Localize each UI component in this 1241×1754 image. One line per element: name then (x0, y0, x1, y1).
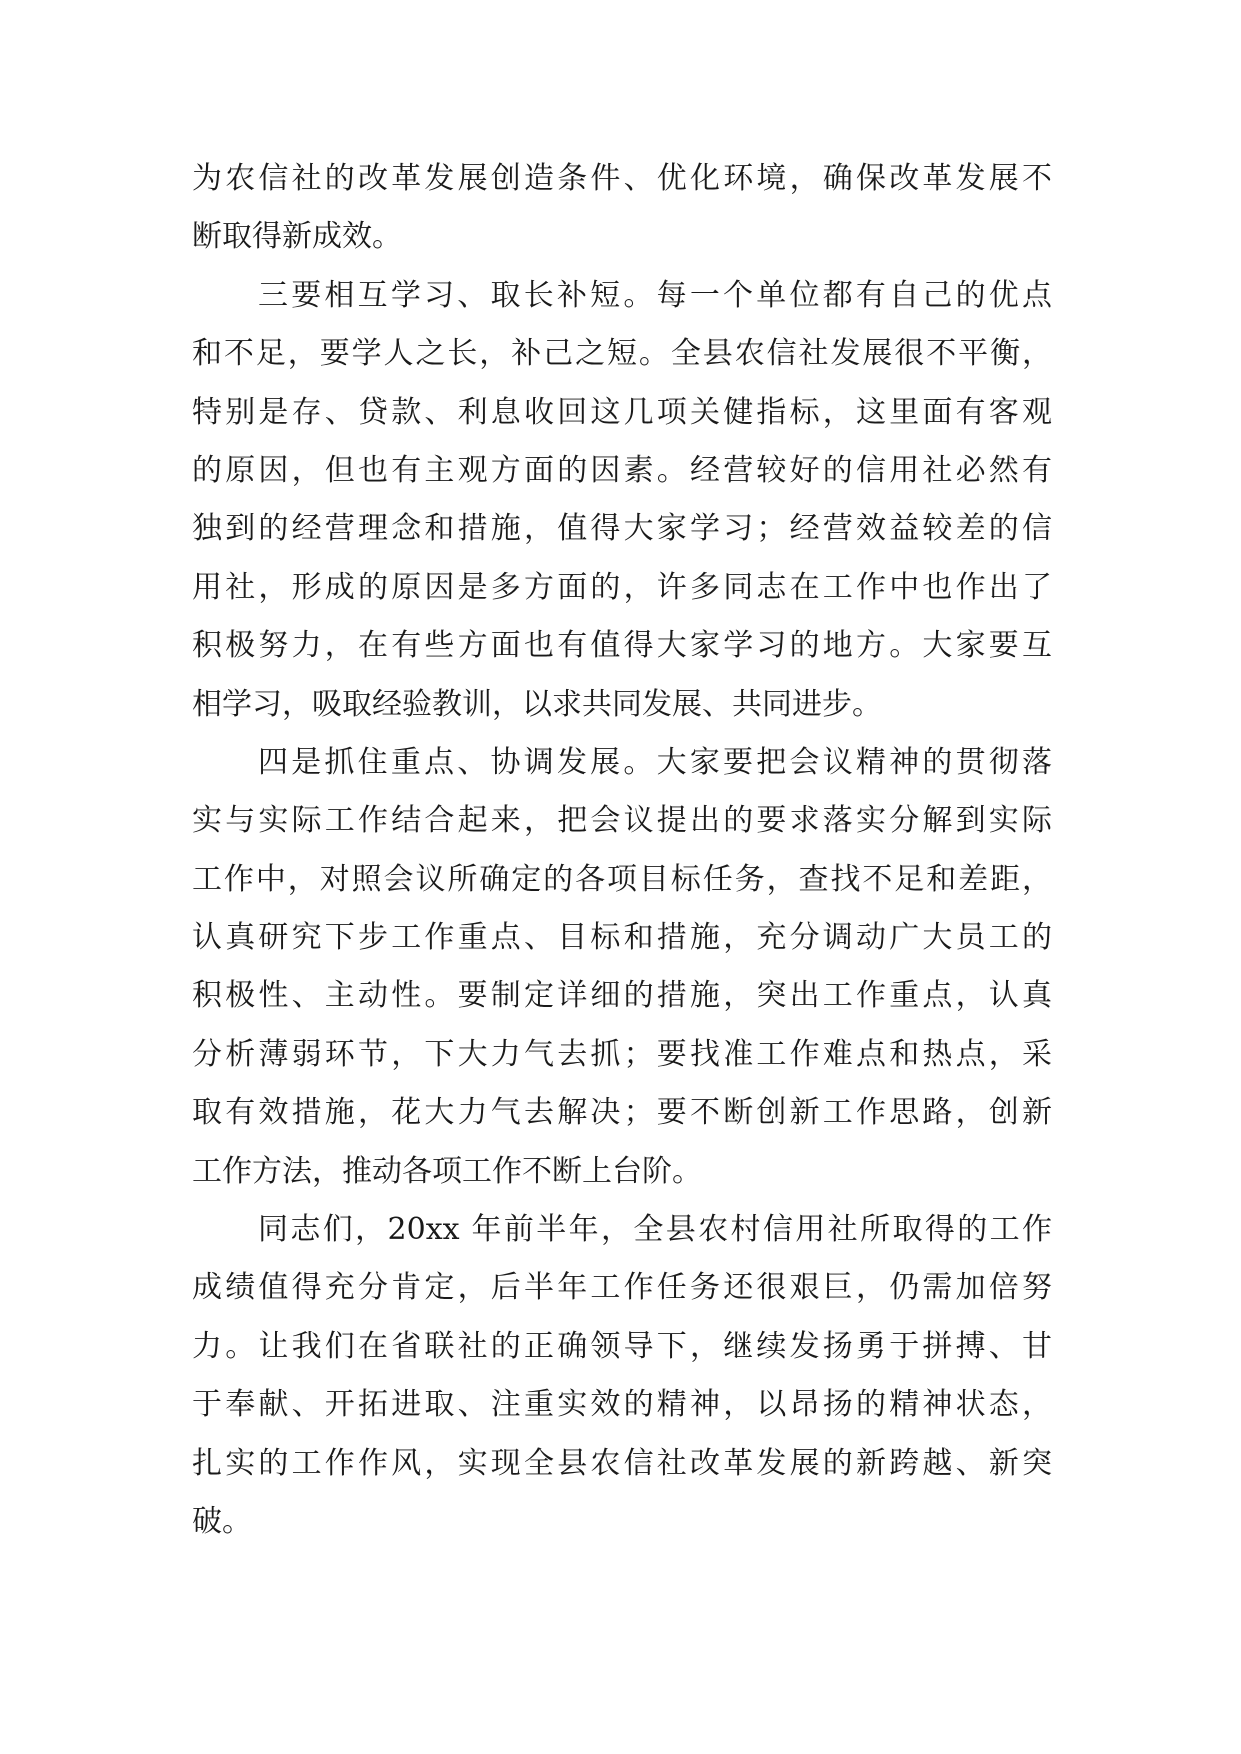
text-line: 相学习，吸取经验教训，以求共同发展、共同进步。 (192, 686, 882, 722)
text-line: 实与实际工作结合起来，把会议提出的要求落实分解到实际 (192, 803, 1052, 839)
text-line: 的原因，但也有主观方面的因素。经营较好的信用社必然有 (192, 452, 1052, 488)
paragraph-p2 (192, 267, 1052, 734)
text-line: 分析薄弱环节，下大力气去抓；要找准工作难点和热点，采 (192, 1036, 1052, 1072)
text-line: 和不足，要学人之长，补己之短。全县农信社发展很不平衡， (192, 336, 1052, 372)
text-line: 用社，形成的原因是多方面的，许多同志在工作中也作出了 (192, 569, 1052, 605)
text-line: 断取得新成效。 (192, 219, 402, 255)
text-line: 为农信社的改革发展创造条件、优化环境，确保改革发展不 (192, 161, 1052, 196)
paragraph-p4 (192, 1201, 1052, 1551)
text-line: 破。 (192, 1503, 252, 1539)
text-line: 成绩值得充分肯定，后半年工作任务还很艰巨，仍需加倍努 (192, 1270, 1052, 1306)
text-line: 同志们，20xx 年前半年，全县农村信用社所取得的工作 (258, 1212, 1052, 1248)
text-line: 认真研究下步工作重点、目标和措施，充分调动广大员工的 (192, 920, 1052, 956)
text-line: 于奉献、开拓进取、注重实效的精神，以昂扬的精神状态， (192, 1387, 1052, 1423)
document-body (192, 150, 1052, 1551)
text-line: 特别是存、贷款、利息收回这几项关健指标，这里面有客观 (192, 394, 1052, 430)
text-line: 积极性、主动性。要制定详细的措施，突出工作重点，认真 (192, 978, 1052, 1014)
text-line: 取有效措施，花大力气去解决；要不断创新工作思路，创新 (192, 1095, 1052, 1131)
text-line: 扎实的工作作风，实现全县农信社改革发展的新跨越、新突 (192, 1445, 1052, 1481)
text-line: 工作中，对照会议所确定的各项目标任务，查找不足和差距， (192, 861, 1052, 897)
text-line: 力。让我们在省联社的正确领导下，继续发扬勇于拼搏、甘 (192, 1328, 1052, 1364)
text-line: 独到的经营理念和措施，值得大家学习；经营效益较差的信 (192, 511, 1052, 547)
text-line: 四是抓住重点、协调发展。大家要把会议精神的贯彻落 (258, 744, 1052, 780)
text-line: 积极努力，在有些方面也有值得大家学习的地方。大家要互 (192, 628, 1052, 664)
text-line: 工作方法，推动各项工作不断上台阶。 (192, 1153, 702, 1189)
text-line: 三要相互学习、取长补短。每一个单位都有自己的优点 (258, 277, 1052, 313)
paragraph-p1 (192, 150, 1052, 267)
paragraph-p3 (192, 734, 1052, 1201)
